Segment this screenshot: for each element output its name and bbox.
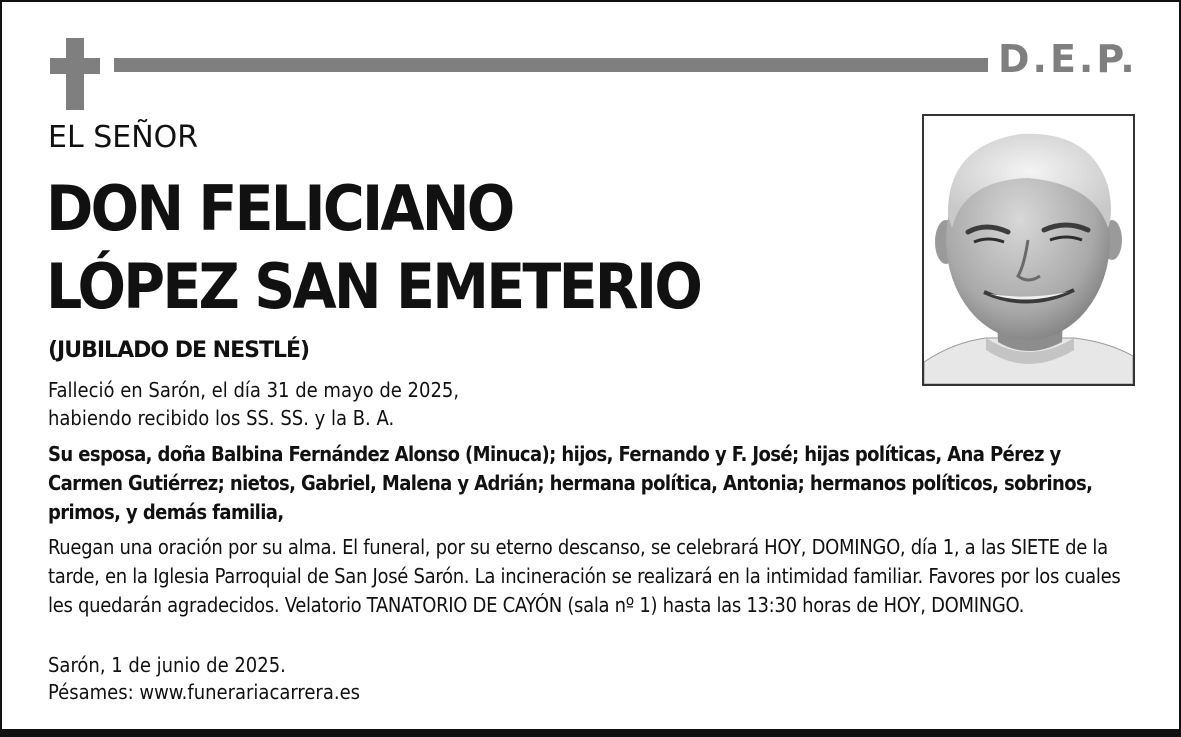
portrait-illustration (924, 116, 1133, 384)
family-paragraph: Su esposa, doña Balbina Fernández Alonso (Minuca); hijos, Fernando y F. José; hijas políticas, Ana Pérez y Carmen Gutiérrez; nietos, Gabriel, Malena y Adrián; hermana política, Antonia; hermanos políticos, sobrinos, primos, y demás familia, (48, 442, 1093, 524)
condolences-line: Pésames: www.funerariacarrera.es (48, 680, 361, 704)
closing-block (48, 652, 360, 706)
cross-icon-vertical-bar (66, 38, 84, 110)
deceased-name (46, 170, 700, 326)
cross-icon-horizontal-bar (50, 58, 100, 74)
date-line: Sarón, 1 de junio de 2025. (48, 653, 286, 677)
dep-label: D.E.P. (998, 37, 1138, 81)
name-line-1: DON FELICIANO (46, 172, 513, 245)
death-line-1: Falleció en Sarón, el día 31 de mayo de 2025, (48, 378, 460, 402)
header-rule (114, 58, 988, 72)
portrait-photo (922, 114, 1135, 386)
name-line-2: LÓPEZ SAN EMETERIO (46, 250, 701, 323)
death-line-2: habiendo recibido los SS. SS. y la B. A. (48, 406, 395, 430)
funeral-paragraph: Ruegan una oración por su alma. El funeral, por su eterno descanso, se celebrará HOY, DOMINGO, día 1, a las SIETE de la tarde, en la Iglesia Parroquial de San José Sarón. La incineración se realizará en la intimidad familiar. Favores por los cuales les quedarán agradecidos. Velatorio TANATORIO DE CAYÓN (sala nº 1) hasta las 13:30 horas de HOY, DOMINGO. (48, 535, 1121, 617)
occupation-subtitle: (JUBILADO DE NESTLÉ) (48, 338, 310, 363)
death-notice (48, 376, 459, 432)
salutation: EL SEÑOR (48, 120, 199, 155)
